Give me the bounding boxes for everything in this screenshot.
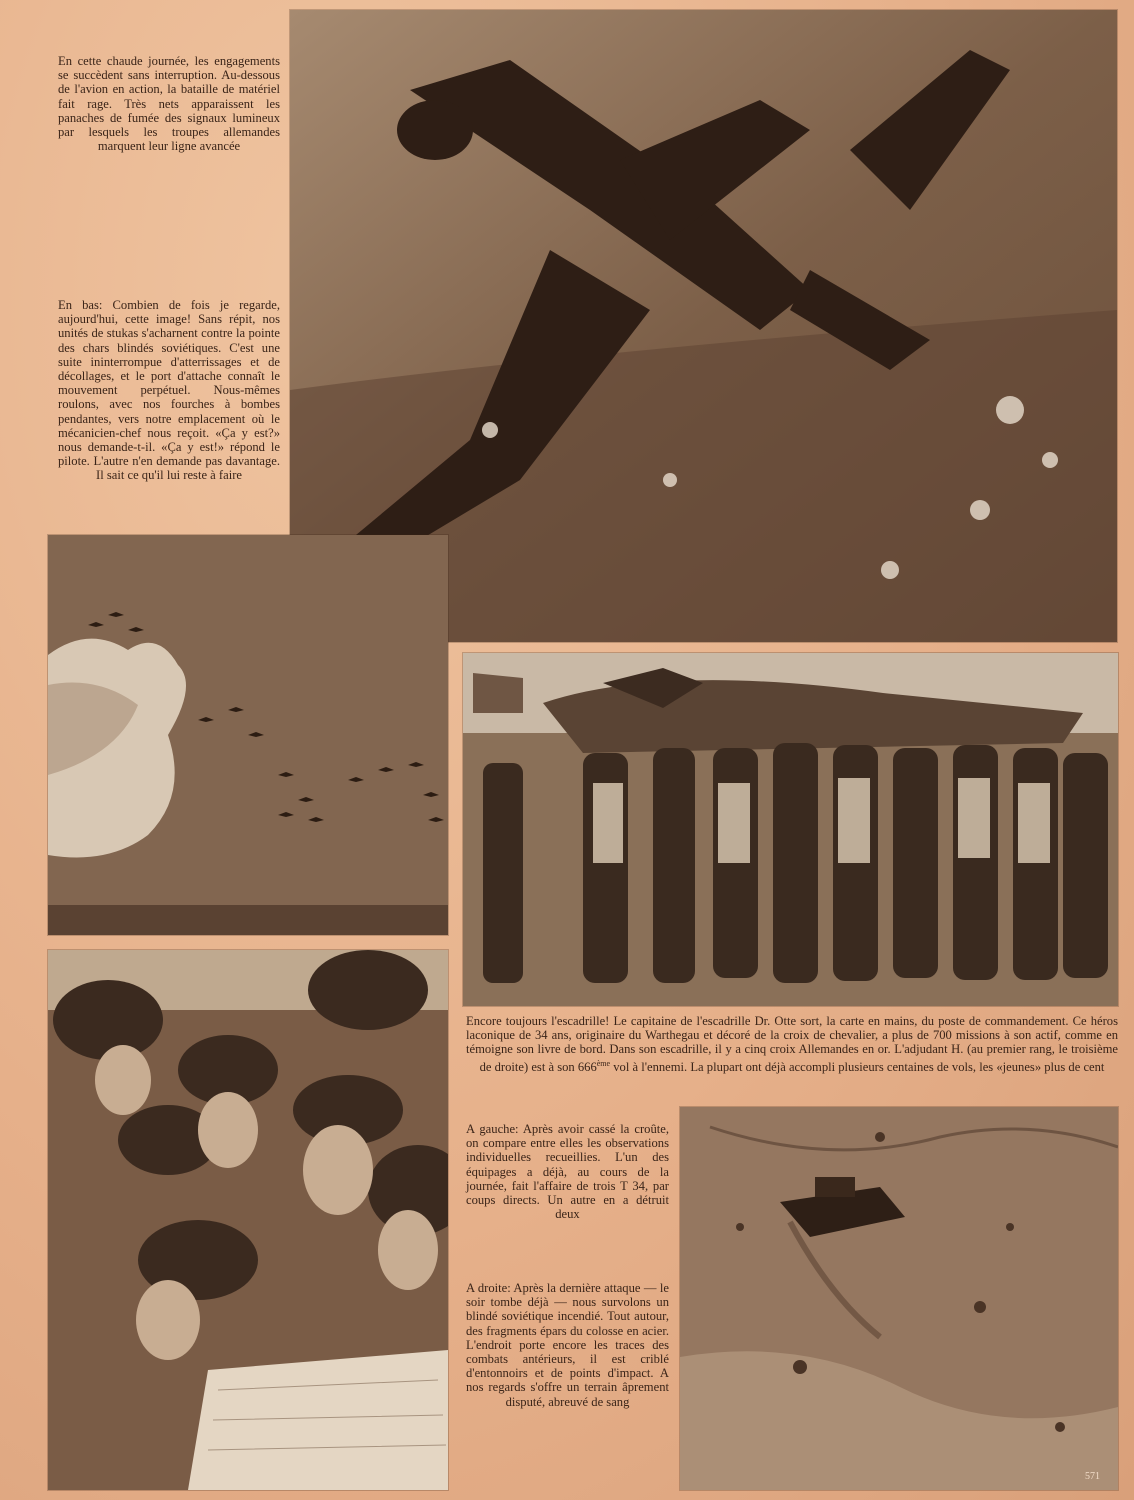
caption-squadron-text-2: vol à l'ennemi. La plupart ont déjà accompli plusieurs centaines de vols, les «jeunes» plus de cent: [610, 1059, 1105, 1074]
caption-a-droite: [466, 1281, 669, 1409]
caption-mid-left: [58, 298, 280, 483]
caption-top-left: [58, 54, 280, 153]
photo-aerial-tank: [680, 1107, 1118, 1490]
caption-squadron-text: Encore toujours l'escadrille! Le capitaine de l'escadrille Dr. Otte sort, la carte en mains, du poste de commandement. Ce héros laconique de 34 ans, originaire du Warthegau et décoré de la croix de chevalier, a plus de 700 missions à son actif, comme en témoigne son livre de bord. Dans son escadrille, il y a cinq croix Allemandes en or. L'adjudant H. (au premier rang, le troisième de droite) est à son 666: [466, 1014, 1118, 1074]
caption-squadron-sup: ème: [596, 1058, 611, 1068]
caption-a-gauche: [466, 1122, 669, 1221]
caption-squadron: [466, 1014, 1118, 1074]
photo-crew-map: [48, 950, 448, 1490]
caption-mid-left-text: En bas: Combien de fois je regarde, aujourd'hui, cette image! Sans répit, nos unités de stukas s'acharnent contre la pointe des chars blindés soviétiques. C'est une suite ininterrompue d'atterrissages et de décollages, et le port d'attache connaît le mouvement perpétuel. Nous-mêmes roulons, avec nos fourches à bombes pendantes, vers notre emplacement où le mécanicien-chef nous reçoit. «Ça y est?» nous demande-t-il. «Ça y est!» répond le pilote. L'autre n'en demande pas davantage. Il sait ce qu'il lui reste à faire: [58, 298, 280, 483]
page-number: 571: [1085, 1471, 1100, 1482]
caption-top-left-text: En cette chaude journée, les engagements se succèdent sans interruption. Au-dessous de l'avion en action, la bataille de matériel fait rage. Très nets apparaissent les panaches de fumée des signaux lumineux par lesquels les troupes allemandes marquent leur ligne avancée: [58, 54, 280, 154]
caption-a-droite-text: A droite: Après la dernière attaque — le soir tombe déjà — nous survolons un blindé soviétique incendié. Tout autour, des fragments épars du colosse en acier. L'endroit porte encore les traces des combats antérieurs, il est criblé d'entonnoirs et de points d'impact. A nos regards s'offre un terrain âprement disputé, abreuvé de sang: [466, 1281, 669, 1409]
photo-squadron-crew: [463, 653, 1118, 1006]
photo-formation-sky: [48, 535, 448, 935]
caption-a-gauche-text: A gauche: Après avoir cassé la croûte, on compare entre elles les observations individuelles recueillies. L'un des équipages a déjà, au cours de la journée, fait l'affaire de trois T 34, par coups directs. Un autre en a détruit deux: [466, 1122, 669, 1222]
